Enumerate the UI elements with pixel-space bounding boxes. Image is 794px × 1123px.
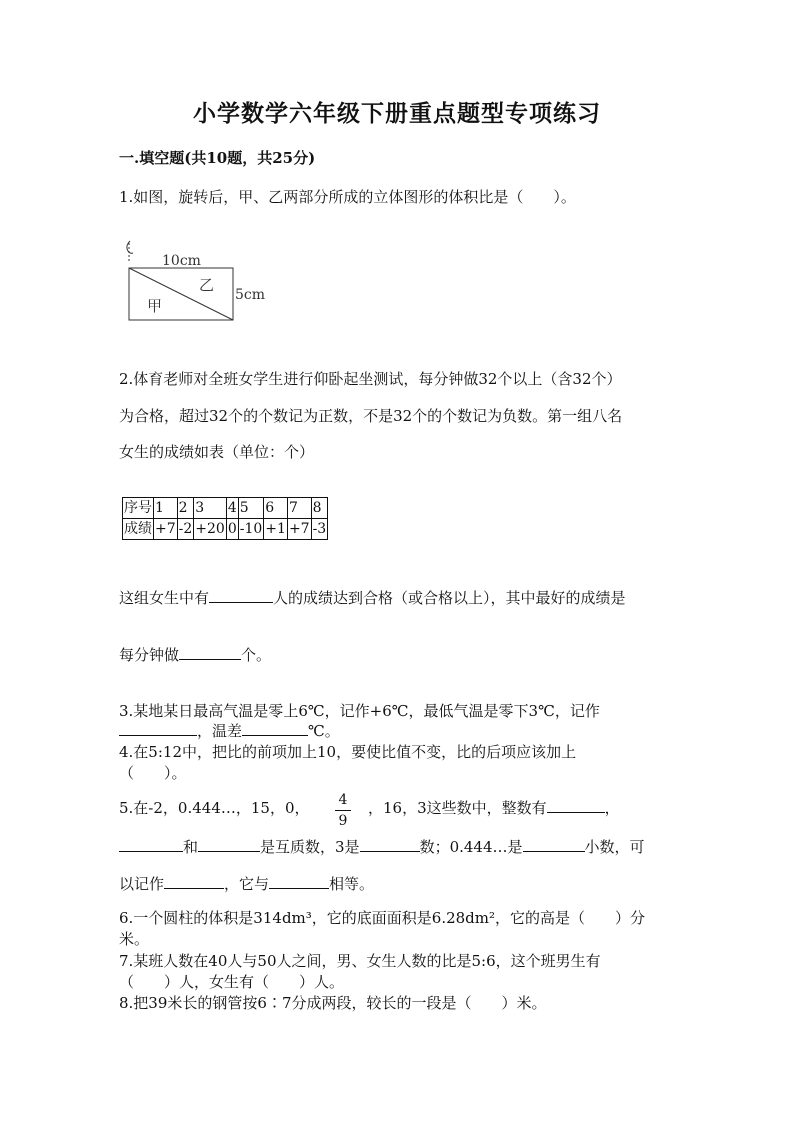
table-cell: 4 bbox=[226, 498, 238, 519]
question-1-text: 1.如图，旋转后，甲、乙两部分所成的立体图形的体积比是（ ）。 bbox=[119, 188, 576, 206]
table-row bbox=[123, 519, 328, 540]
text-segment: 以记作 bbox=[119, 875, 165, 893]
question-7-line-1: 7.某班人数在40人与50人之间，男、女生人数的比是5:6，这个班男生有 bbox=[119, 952, 601, 970]
text-segment: 小数，可 bbox=[584, 838, 645, 856]
answer-blank[interactable] bbox=[523, 836, 585, 852]
table-cell: +20 bbox=[194, 519, 227, 540]
table-cell: +7 bbox=[287, 519, 311, 540]
question-5-line-1b bbox=[368, 797, 620, 818]
table-cell: 成绩 bbox=[123, 519, 154, 540]
text-segment: ℃。 bbox=[308, 722, 340, 740]
answer-blank[interactable] bbox=[179, 644, 241, 660]
table-cell: 序号 bbox=[123, 498, 154, 519]
question-5-line-3 bbox=[119, 873, 374, 894]
text-segment: 这组女生中有 bbox=[119, 589, 210, 607]
question-6-line-1: 6.一个圆柱的体积是314dm³，它的底面面积是6.28dm²，它的高是（ ）分 bbox=[119, 909, 646, 927]
question-2-answer-line-2 bbox=[119, 644, 271, 665]
question-2-line-3: 女生的成绩如表（单位：个） bbox=[119, 443, 315, 461]
question-5-line-1a: 5.在-2，0.444…，15，0， bbox=[119, 799, 310, 817]
fraction-bar bbox=[335, 810, 351, 811]
part-b-label: 乙 bbox=[199, 276, 215, 294]
table-cell: +1 bbox=[264, 519, 288, 540]
answer-blank[interactable] bbox=[360, 836, 420, 852]
text-segment: 个。 bbox=[241, 646, 272, 664]
question-3-line-2 bbox=[119, 720, 340, 741]
rotation-arrow-icon bbox=[127, 241, 133, 262]
question-7-line-2: （ ）人，女生有（ ）人。 bbox=[119, 973, 345, 991]
question-3-line-1: 3.某地某日最高气温是零上6℃，记作+6℃，最低气温是零下3℃，记作 bbox=[119, 702, 600, 720]
table-cell: 2 bbox=[177, 498, 194, 519]
table-cell: +7 bbox=[154, 519, 178, 540]
text-segment: 相等。 bbox=[329, 875, 375, 893]
answer-blank[interactable] bbox=[119, 836, 183, 852]
text-segment: 是互质数，3是 bbox=[260, 838, 360, 856]
fraction-numerator: 4 bbox=[338, 792, 348, 808]
question-8-line-1: 8.把39米长的钢管按6∶7分成两段，较长的一段是（ ）米。 bbox=[119, 994, 547, 1012]
text-segment: ， bbox=[604, 799, 620, 817]
text-segment: 每分钟做 bbox=[119, 646, 180, 664]
fraction-denominator: 9 bbox=[338, 813, 348, 829]
text-segment: ，16，3这些数中，整数有 bbox=[368, 799, 547, 817]
question-4-line-1: 4.在5:12中，把比的前项加上10，要使比值不变，比的后项应该加上 bbox=[119, 743, 577, 761]
part-a-label: 甲 bbox=[147, 297, 163, 315]
question-2-line-1: 2.体育老师对全班女学生进行仰卧起坐测试，每分钟做32个以上（含32个） bbox=[119, 370, 622, 388]
question-1-diagram bbox=[118, 238, 278, 328]
table-cell: -2 bbox=[177, 519, 194, 540]
page-title: 小学数学六年级下册重点题型专项练习 bbox=[193, 100, 601, 127]
text-segment: 数；0.444…是 bbox=[419, 838, 523, 856]
question-4-line-2: （ ）。 bbox=[119, 764, 187, 782]
scores-table bbox=[122, 497, 328, 540]
answer-blank[interactable] bbox=[242, 720, 308, 736]
answer-blank[interactable] bbox=[547, 797, 605, 813]
answer-blank[interactable] bbox=[119, 720, 197, 736]
section-heading: 一.填空题(共10题，共25分) bbox=[119, 149, 316, 167]
table-cell: 3 bbox=[194, 498, 227, 519]
width-label: 10cm bbox=[162, 253, 201, 269]
table-cell: 6 bbox=[264, 498, 288, 519]
text-segment: ，它与 bbox=[224, 875, 270, 893]
table-cell: 7 bbox=[287, 498, 311, 519]
text-segment: 人的成绩达到合格（或合格以上），其中最好的成绩是 bbox=[273, 589, 626, 607]
question-5-line-2 bbox=[119, 836, 645, 857]
answer-blank[interactable] bbox=[269, 873, 329, 889]
height-label: 5cm bbox=[235, 287, 266, 303]
fraction-four-ninths bbox=[335, 792, 351, 829]
table-row bbox=[123, 498, 328, 519]
table-cell: -3 bbox=[311, 519, 328, 540]
text-segment: ，温差 bbox=[197, 722, 243, 740]
question-6-line-2: 米。 bbox=[119, 930, 150, 948]
table-cell: 1 bbox=[154, 498, 178, 519]
question-2-answer-line-1 bbox=[119, 587, 626, 608]
answer-blank[interactable] bbox=[198, 836, 260, 852]
answer-blank[interactable] bbox=[209, 587, 273, 603]
table-cell: -10 bbox=[238, 519, 264, 540]
table-cell: 5 bbox=[238, 498, 264, 519]
diagonal-line bbox=[129, 268, 233, 320]
text-segment: 和 bbox=[183, 838, 199, 856]
table-cell: 8 bbox=[311, 498, 328, 519]
question-2-line-2: 为合格，超过32个的个数记为正数，不是32个的个数记为负数。第一组八名 bbox=[119, 407, 623, 425]
table-cell: 0 bbox=[226, 519, 238, 540]
answer-blank[interactable] bbox=[164, 873, 224, 889]
